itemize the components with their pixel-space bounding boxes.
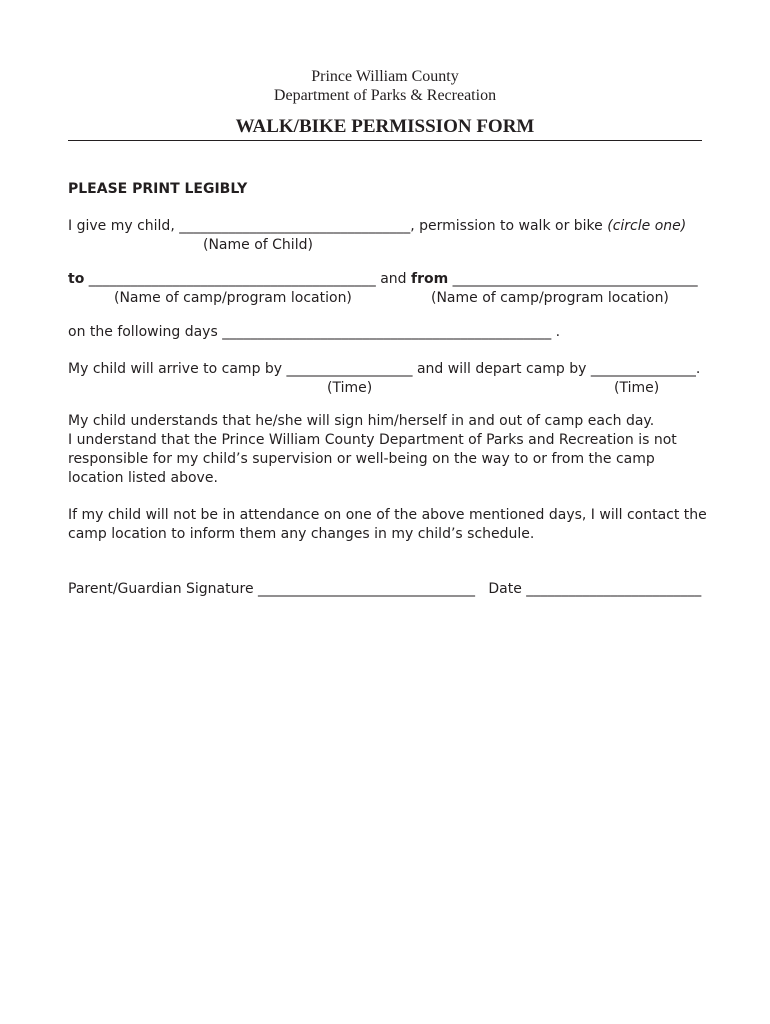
days-prefix: on the following days	[68, 324, 223, 340]
days-blank[interactable]: _______________________________________________	[222, 324, 552, 340]
paragraph-line: camp location to inform them any changes in my child’s schedule.	[68, 526, 535, 542]
and-word: and	[380, 271, 412, 287]
to-location-label: (Name of camp/program location)	[114, 290, 352, 306]
paragraph-line: responsible for my child’s supervision or well-being on the way to or from the camp	[68, 451, 655, 467]
paragraph-line: location listed above.	[68, 470, 218, 486]
from-word: from	[411, 271, 449, 287]
time-line	[68, 361, 700, 377]
days-line	[68, 324, 560, 340]
depart-time-label: (Time)	[614, 380, 660, 396]
paragraph-line: I understand that the Prince William County Department of Parks and Recreation is not	[68, 432, 677, 448]
arrive-time-blank[interactable]: __________________	[286, 361, 413, 377]
time-suffix: .	[695, 361, 701, 377]
date-label: Date	[475, 581, 527, 597]
child-line-suffix: , permission to walk or bike	[410, 218, 608, 234]
to-location-blank[interactable]: _________________________________________	[84, 271, 381, 287]
child-name-blank[interactable]: _________________________________	[179, 218, 411, 234]
child-line-prefix: I give my child,	[68, 218, 180, 234]
signature-blank[interactable]: _______________________________	[258, 581, 476, 597]
county-name: Prince William County	[311, 68, 459, 85]
signature-line	[68, 581, 701, 597]
depart-text: and will depart camp by	[412, 361, 591, 377]
days-suffix: .	[551, 324, 561, 340]
print-notice: PLEASE PRINT LEGIBLY	[68, 181, 248, 197]
paragraph-line: If my child will not be in attendance on one of the above mentioned days, I will contact the	[68, 507, 707, 523]
title-divider	[68, 140, 702, 141]
child-name-line	[68, 218, 686, 234]
location-line	[68, 271, 698, 287]
form-title: WALK/BIKE PERMISSION FORM	[235, 116, 535, 137]
arrive-text: My child will arrive to camp by	[68, 361, 287, 377]
date-blank[interactable]: _________________________	[526, 581, 702, 597]
depart-time-blank[interactable]: _______________	[590, 361, 696, 377]
from-location-blank[interactable]: ___________________________________	[448, 271, 698, 287]
arrive-time-label: (Time)	[327, 380, 373, 396]
to-word: to	[68, 271, 85, 287]
child-name-label: (Name of Child)	[203, 237, 313, 253]
department-name: Department of Parks & Recreation	[273, 87, 497, 104]
circle-one-note: (circle one)	[607, 218, 687, 234]
signature-label: Parent/Guardian Signature	[68, 581, 259, 597]
from-location-label: (Name of camp/program location)	[431, 290, 669, 306]
paragraph-line: My child understands that he/she will sign him/herself in and out of camp each day.	[68, 413, 655, 429]
